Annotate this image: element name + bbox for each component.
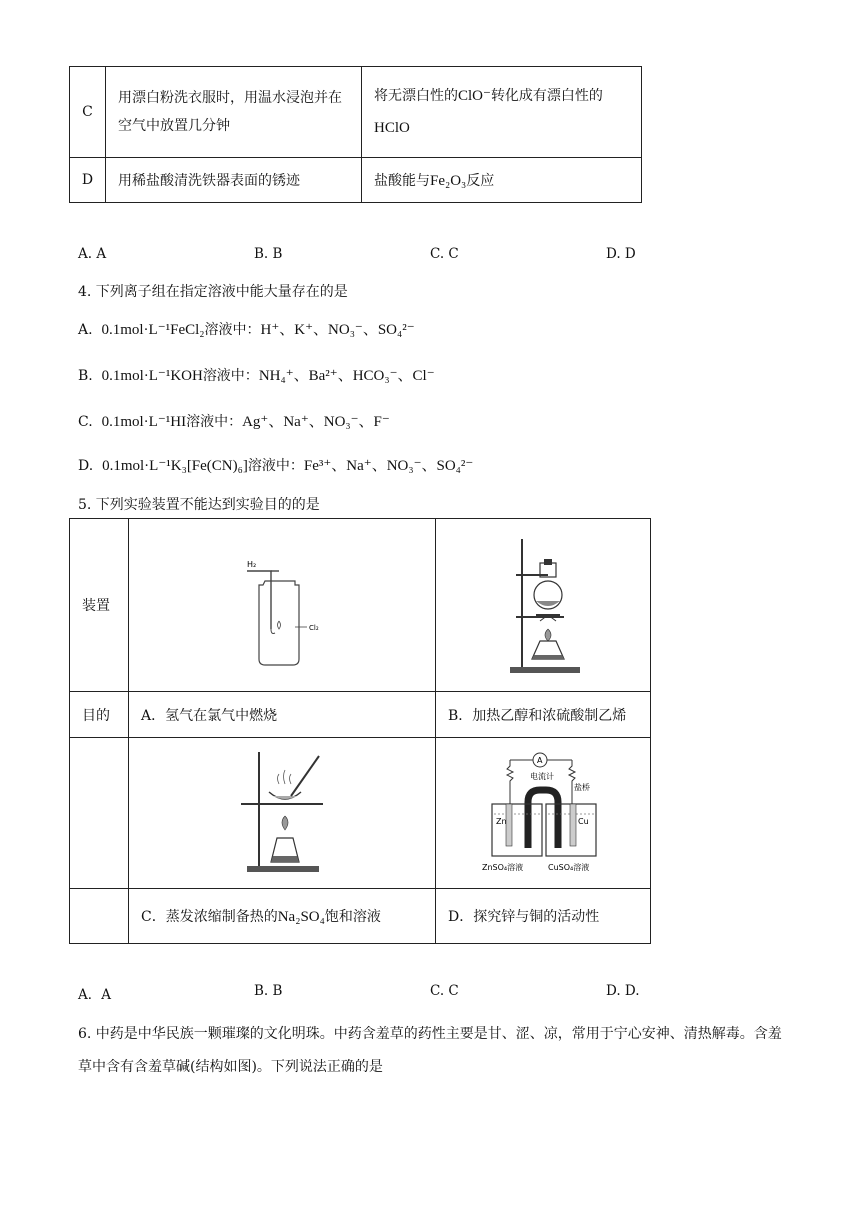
znso4-label: ZnSO₄溶液 bbox=[482, 863, 524, 872]
apparatus-a-cell bbox=[129, 519, 436, 692]
ethylene-apparatus-diagram bbox=[436, 519, 648, 687]
evaporation-apparatus-diagram bbox=[129, 738, 435, 884]
device-row-label-blank bbox=[70, 738, 129, 889]
purpose-b: B．加热乙醇和浓硫酸制乙烯 bbox=[436, 692, 651, 738]
q3-option-a[interactable]: A. A bbox=[78, 246, 107, 262]
apparatus-c-cell bbox=[129, 738, 436, 889]
row-label-d: D bbox=[70, 158, 106, 203]
q4-option-c[interactable]: C. 0.1mol·L⁻¹HI溶液中：Ag⁺、Na⁺、NO₃⁻、F⁻ bbox=[78, 414, 390, 430]
q4-option-b[interactable]: B. 0.1mol·L⁻¹KOH溶液中：NH₄⁺、Ba²⁺、HCO₃⁻、Cl⁻ bbox=[78, 368, 435, 384]
h2-label: H₂ bbox=[247, 560, 257, 569]
q4-stem: 4. 下列离子组在指定溶液中能大量存在的是 bbox=[78, 284, 348, 300]
q4-option-d[interactable]: D. 0.1mol·L⁻¹K₃[Fe(CN)₆]溶液中：Fe³⁺、Na⁺、NO₃⁻、SO₄²⁻ bbox=[78, 458, 474, 474]
purpose-d: D．探究锌与铜的活动性 bbox=[436, 889, 651, 944]
ammeter-label: A bbox=[537, 756, 543, 765]
cuso4-label: CuSO₄溶液 bbox=[548, 863, 590, 872]
purpose-a: A．氢气在氯气中燃烧 bbox=[129, 692, 436, 738]
row-d-explanation: 盐酸能与Fe₂O₃反应 bbox=[362, 158, 642, 203]
purpose-row-label-blank bbox=[70, 889, 129, 944]
device-row-label: 装置 bbox=[70, 519, 129, 692]
row-c-practice: 用漂白粉洗衣服时，用温水浸泡并在空气中放置几分钟 bbox=[106, 67, 362, 158]
cu-label: Cu bbox=[578, 817, 589, 826]
q5-option-c[interactable]: C. C bbox=[430, 983, 459, 999]
q4-option-a[interactable]: A. 0.1mol·L⁻¹FeCl₂溶液中：H⁺、K⁺、NO₃⁻、SO₄²⁻ bbox=[78, 322, 415, 338]
q5-option-d[interactable]: D. D. bbox=[606, 983, 640, 999]
gas-bottle-diagram bbox=[129, 519, 435, 687]
q6-stem: 6. 中药是中华民族一颗璀璨的文化明珠。中药含羞草的药性主要是甘、涩、凉，常用于宁心安神、清热解毒。含羞草中含有含羞草碱(结构如图)。下列说法正确的是 bbox=[78, 1026, 782, 1075]
row-d-practice: 用稀盐酸清洗铁器表面的锈迹 bbox=[106, 158, 362, 203]
apparatus-d-cell bbox=[436, 738, 651, 889]
question5-table bbox=[69, 518, 651, 944]
cl2-label: Cl₂ bbox=[309, 624, 319, 632]
galvanic-cell-diagram bbox=[436, 738, 648, 884]
q5-stem: 5. 下列实验装置不能达到实验目的的是 bbox=[78, 497, 320, 513]
q5-option-b[interactable]: B. B bbox=[254, 983, 283, 999]
salt-bridge-label: 盐桥 bbox=[574, 783, 590, 792]
q5-option-a[interactable]: A．A bbox=[78, 987, 111, 1003]
q3-option-d[interactable]: D. D bbox=[606, 246, 636, 262]
row-c-explanation: 将无漂白性的ClO⁻转化成有漂白性的 HClO bbox=[362, 67, 642, 158]
row-label-c: C bbox=[70, 67, 106, 158]
q3-option-c[interactable]: C. C bbox=[430, 246, 459, 262]
purpose-c: C．蒸发浓缩制备热的Na₂SO₄饱和溶液 bbox=[129, 889, 436, 944]
galvanometer-label: 电流计 bbox=[530, 772, 554, 781]
q3-option-b[interactable]: B. B bbox=[254, 246, 283, 262]
apparatus-b-cell bbox=[436, 519, 651, 692]
question3-table bbox=[69, 66, 642, 203]
zn-label: Zn bbox=[496, 817, 507, 826]
purpose-row-label: 目的 bbox=[70, 692, 129, 738]
